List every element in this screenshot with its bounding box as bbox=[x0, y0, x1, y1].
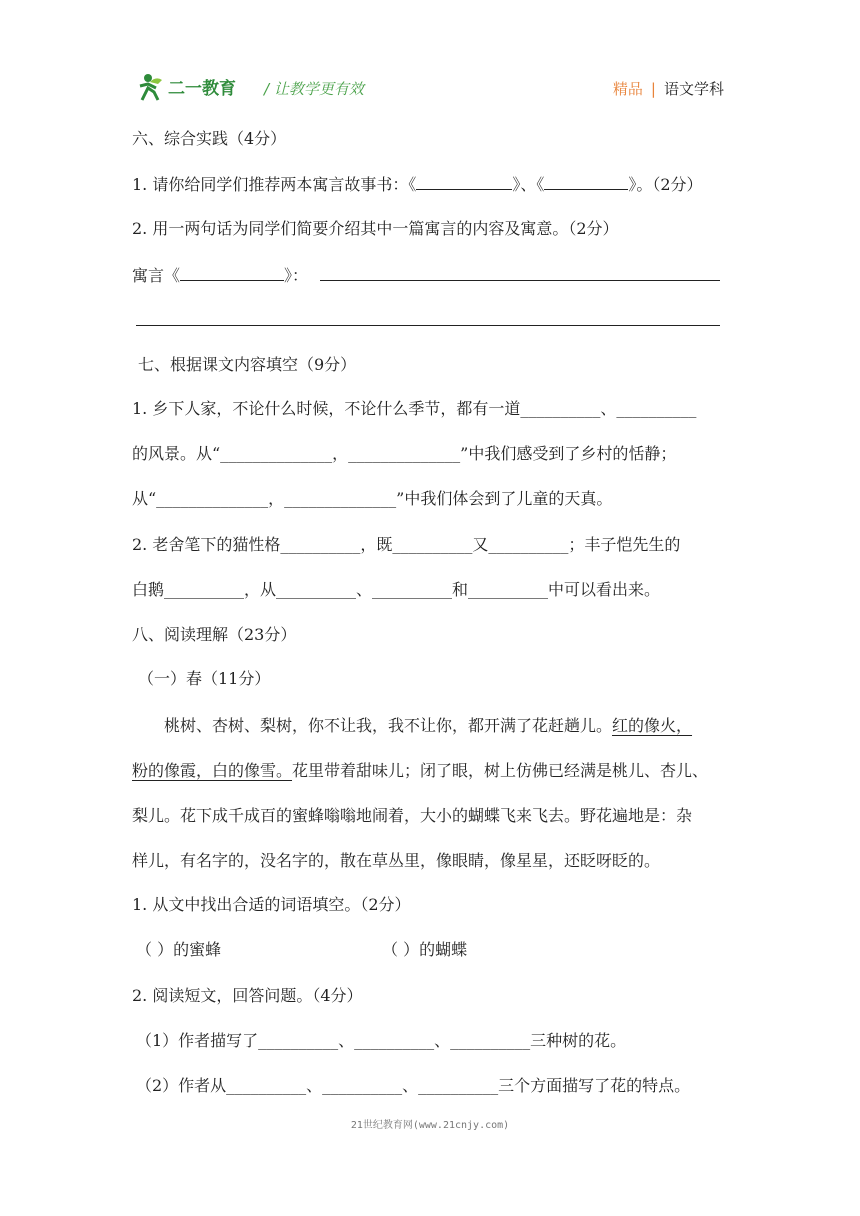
header-right bbox=[613, 78, 724, 99]
passage-text-1: 桃树、杏树、梨树，你不让我，我不让你，都开满了花赶趟儿。 bbox=[164, 716, 613, 735]
fable-name-blank[interactable] bbox=[180, 264, 284, 281]
passage-line-4: 样儿，有名字的，没名字的，散在草丛里，像眼睛，像星星，还眨呀眨的。 bbox=[132, 851, 661, 870]
s6-question-1 bbox=[132, 173, 703, 196]
passage-title: （一）春（11分） bbox=[138, 669, 271, 688]
reading-q1-blank-a[interactable]: （ ）的蜜蜂 bbox=[136, 940, 222, 959]
passage-line-3: 梨儿。花下成千成百的蜜蜂嗡嗡地闹着，大小的蝴蝶飞来飞去。野花遍地是：杂 bbox=[132, 806, 693, 825]
section-6-title: 六、综合实践（4分） bbox=[132, 129, 287, 148]
section-8-title: 八、阅读理解（23分） bbox=[132, 625, 297, 644]
s6-fable-text-b: 》： bbox=[284, 266, 309, 285]
book-blank-2[interactable] bbox=[544, 173, 628, 190]
passage-line-1 bbox=[164, 715, 692, 737]
s7-q2-line-1: 2. 老舍笔下的猫性格__________，既__________又__________；丰子恺先生的 bbox=[132, 535, 681, 554]
s7-q1-line-2: 的风景。从“______________，______________”中我们感受到了乡村的恬静； bbox=[132, 444, 677, 463]
reading-q2-part-1: （1）作者描写了__________、__________、__________三种树的花。 bbox=[136, 1031, 627, 1050]
underlined-phrase-2: 粉的像霞，白的像雪。 bbox=[132, 761, 293, 780]
s6-q1-text-b: 》、《 bbox=[512, 175, 545, 194]
reading-q1: 1. 从文中找出合适的词语填空。（2分） bbox=[132, 895, 411, 914]
page-header bbox=[136, 72, 724, 106]
underlined-phrase-1: 红的像火， bbox=[612, 716, 693, 735]
quality-label: 精品 bbox=[612, 80, 643, 98]
header-slogan: / 让教学更有效 bbox=[264, 80, 364, 98]
s7-q1-line-1: 1. 乡下人家，不论什么时候，不论什么季节，都有一道__________、__________ bbox=[132, 399, 697, 418]
reading-q2: 2. 阅读短文，回答问题。（4分） bbox=[132, 986, 363, 1005]
s6-question-2: 2. 用一两句话为同学们简要介绍其中一篇寓言的内容及寓意。（2分） bbox=[132, 219, 619, 238]
subject-label: 语文学科 bbox=[663, 80, 724, 98]
s6-q1-text-a: 1. 请你给同学们推荐两本寓言故事书：《 bbox=[132, 175, 417, 194]
s6-fable-text-a: 寓言《 bbox=[132, 266, 181, 285]
reading-q2-part-2: （2）作者从__________、__________、__________三个方面描写了花的特点。 bbox=[136, 1076, 691, 1095]
section-7-title: 七、根据课文内容填空（9分） bbox=[138, 355, 357, 374]
logo-icon bbox=[136, 72, 246, 102]
fable-answer-line-2[interactable] bbox=[136, 325, 720, 326]
book-blank-1[interactable] bbox=[416, 173, 512, 190]
passage-line-2 bbox=[132, 760, 708, 782]
s7-q1-line-3: 从“______________，______________”中我们体会到了儿童的天真。 bbox=[132, 489, 613, 508]
fable-answer-line-1[interactable] bbox=[320, 280, 720, 281]
header-divider: | bbox=[650, 80, 656, 98]
reading-q1-blank-b[interactable]: （ ）的蝴蝶 bbox=[382, 940, 468, 959]
passage-text-2: 花里带着甜味儿；闭了眼，树上仿佛已经满是桃儿、杏儿、 bbox=[292, 761, 709, 780]
page-footer: 21世纪教育网(www.21cnjy.com) bbox=[350, 1120, 510, 1131]
s7-q2-line-2: 白鹅__________，从__________、__________和__________中可以看出来。 bbox=[132, 580, 661, 599]
logo-text: 二一教育 bbox=[168, 79, 236, 99]
s6-fable-line bbox=[132, 264, 308, 287]
s6-q1-text-c: 》。（2分） bbox=[628, 175, 703, 194]
